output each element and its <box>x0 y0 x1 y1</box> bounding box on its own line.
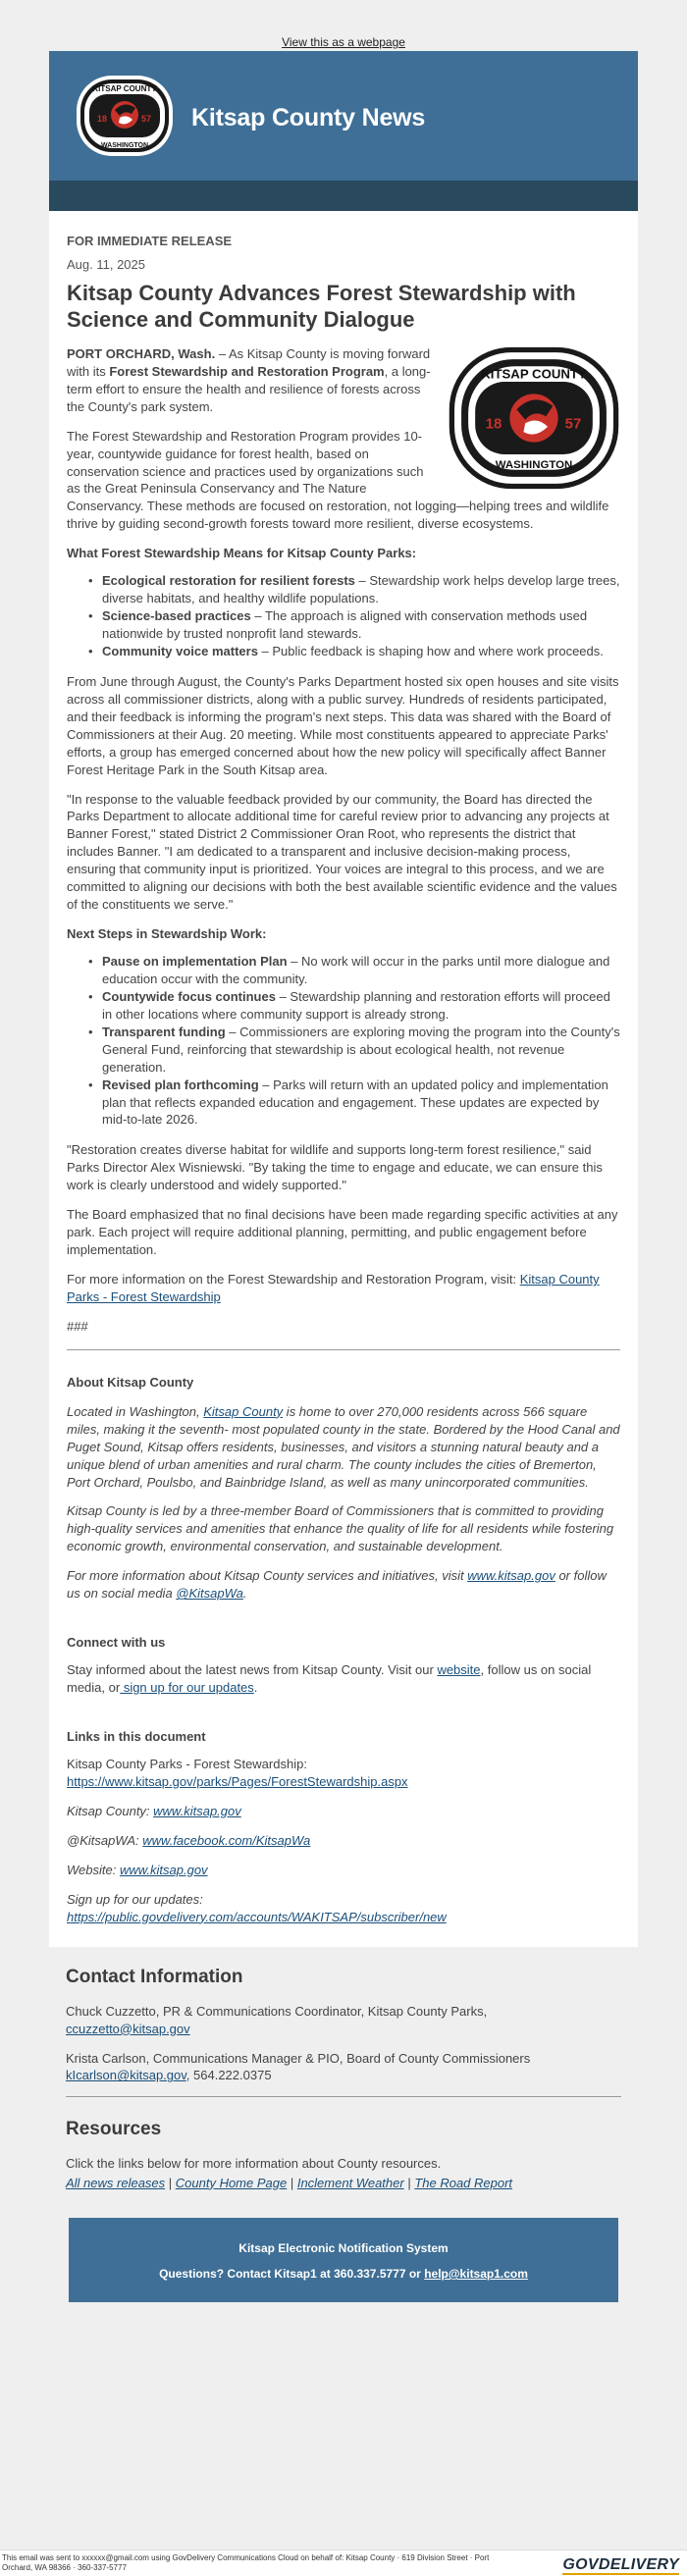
contact-phone: , 564.222.0375 <box>185 2068 272 2083</box>
about-paragraph-2: Kitsap County is led by a three-member Board of Commissioners that is committed to providing high-quality services and amenities that enhance the quality of life for all residents while fostering economic growth, environmental conservation, and sustainable development. <box>67 1503 614 1554</box>
header-banner <box>49 51 638 181</box>
link-entry <box>67 1832 620 1850</box>
about-text-a: Located in Washington, <box>67 1403 204 1419</box>
county-seal-logo <box>76 75 174 157</box>
list-item <box>102 572 620 607</box>
facebook-url[interactable]: www.facebook.com/KitsapWa <box>142 1832 311 1848</box>
about-text-b: is home to over 270,000 residents across 566 square miles, making it the seventh- most populated county in the state. Bordered by the Hood Canal and Puget Sound, Kitsap offers residents, businesses, and visitors a stunning natural beauty and a unique blend of urban amenities and rural charm. The county includes the cities of Bremerton, Port Orchard, Poulsbo, and Bainbridge Island, as well as many unincorporated communities. <box>67 1403 620 1490</box>
header-band <box>49 181 638 211</box>
about-paragraph-3 <box>67 1567 620 1603</box>
kitsap-gov-link[interactable]: www.kitsap.gov <box>467 1568 555 1584</box>
signup-link[interactable]: sign up for our updates <box>120 1680 254 1695</box>
about-section <box>67 1374 620 1603</box>
links-section <box>67 1709 620 1926</box>
road-report-link[interactable]: The Road Report <box>414 2175 513 2190</box>
link-entry <box>67 1803 620 1820</box>
means-list <box>102 572 620 660</box>
list-item <box>102 1024 620 1077</box>
seal-bottom-text: WASHINGTON <box>100 142 149 149</box>
list-item <box>102 988 620 1024</box>
govdelivery-brand: GOVDELIVERY <box>562 2556 679 2573</box>
about-heading: About Kitsap County <box>67 1374 194 1390</box>
link-label: Kitsap County Parks - Forest Stewardship: <box>67 1756 307 1771</box>
dateline: PORT ORCHARD, Wash. <box>67 345 216 361</box>
contact-email-link[interactable]: kIcarlson@kitsap.gov <box>66 2068 186 2083</box>
program-name: Forest Stewardship and Restoration Program <box>109 363 385 379</box>
view-webpage-bar <box>0 0 687 51</box>
paragraph-board: The Board emphasized that no final decisions have been made regarding specific activities at any park. Each project will require additional planning, permitting, and public engagement before implementation. <box>67 1207 618 1258</box>
seal-top-text: KITSAP COUNTY <box>92 84 157 93</box>
link-entry <box>67 1862 620 1879</box>
release-date: Aug. 11, 2025 <box>67 256 145 272</box>
seal-left-number: 18 <box>97 114 108 124</box>
about-info-text-a: For more information about Kitsap County services and initiatives, visit <box>67 1568 468 1584</box>
about-paragraph-1 <box>67 1403 620 1492</box>
social-media-link[interactable]: @KitsapWa <box>176 1586 243 1602</box>
paragraph-program: The Forest Stewardship and Restoration Program provides 10-year, countywide guidance for forest health, based on conservation science and practices used by organizations such as the Great Peninsula Conservancy and The Nature Conservancy. These methods are focused on restoration, not logging—helping trees and wildlife thrive by guiding second-growth forests toward more resilient, diverse ecosystems. <box>67 428 609 532</box>
list-item-text: – Parks will return with an updated policy and implementation plan that reflects expanded education and engagement. These updates are expected by mid-to-late 2026. <box>102 1077 608 1128</box>
link-label: @KitsapWA: <box>67 1832 143 1848</box>
list-item <box>102 643 620 660</box>
inclement-weather-link[interactable]: Inclement Weather <box>296 2175 404 2190</box>
govdelivery-signup-url[interactable]: https://public.govdelivery.com/accounts/WAKITSAP/subscriber/new <box>67 1909 447 1924</box>
list-item-bold: Revised plan forthcoming <box>102 1077 259 1092</box>
sent-to-note: This email was sent to xxxxxx@gmail.com using GovDelivery Communications Cloud on behalf of: Kitsap County · 619 Division Street · Port Orchard, WA 98366 · 360-337-5777 <box>2 2553 490 2572</box>
forest-stewardship-url[interactable]: https://www.kitsap.gov/parks/Pages/ForestStewardship.aspx <box>67 1773 408 1789</box>
contact-name-text: Krista Carlson, Communications Manager & PIO, Board of County Commissioners <box>66 2050 531 2066</box>
seal-large-left-number: 18 <box>485 415 502 433</box>
end-marker: ### <box>67 1318 88 1334</box>
connect-section <box>67 1614 620 1697</box>
list-item-bold: Community voice matters <box>102 643 258 658</box>
view-webpage-link[interactable]: View this as a webpage <box>282 35 405 49</box>
next-steps-heading: Next Steps in Stewardship Work: <box>67 926 267 942</box>
contact-entry <box>66 2050 621 2085</box>
resources-links <box>66 2175 621 2192</box>
county-seal-large <box>448 345 620 491</box>
separator: | <box>287 2175 297 2190</box>
separator: | <box>165 2175 176 2190</box>
connect-paragraph <box>67 1661 620 1697</box>
seal-large-bottom-text: WASHINGTON <box>495 458 573 471</box>
list-item-text: – Commissioners are exploring moving the program into the County's General Fund, reinforcing that stewardship is about ecological health, not revenue generation. <box>102 1024 620 1075</box>
notification-footer <box>69 2218 618 2302</box>
release-label: FOR IMMEDIATE RELEASE <box>67 234 233 248</box>
link-label: Website: <box>67 1862 120 1877</box>
list-item-text: – Public feedback is shaping how and where work proceeds. <box>257 643 604 658</box>
seal-large-right-number: 57 <box>564 415 582 433</box>
connect-text-b: , follow us on social media, or <box>67 1662 592 1695</box>
list-item-bold: Pause on implementation Plan <box>102 954 288 969</box>
link-label: Sign up for our updates: <box>67 1891 203 1907</box>
connect-text-c: . <box>253 1680 258 1695</box>
govdelivery-logo <box>562 2554 679 2576</box>
more-info-text: For more information on the Forest Stewardship and Restoration Program, visit: <box>67 1272 520 1287</box>
contact-entry <box>66 2003 621 2038</box>
list-item-bold: Countywide focus continues <box>102 988 276 1004</box>
release-body <box>49 211 638 1947</box>
link-label: Kitsap County: <box>67 1803 154 1818</box>
divider <box>66 2096 621 2097</box>
footer-title: Kitsap Electronic Notification System <box>238 2240 449 2255</box>
contact-section <box>49 1947 638 2217</box>
list-item-bold: Science-based practices <box>102 608 251 624</box>
footer-area <box>0 2218 687 2361</box>
list-item-text: – Stewardship planning and restoration efforts will proceed in other locations where community support is already strong. <box>102 988 610 1022</box>
about-info-text-c: . <box>242 1586 247 1602</box>
list-item-bold: Ecological restoration for resilient forests <box>102 573 355 589</box>
kitsap-gov-url[interactable]: www.kitsap.gov <box>153 1803 241 1818</box>
paragraph-quote-root: "In response to the valuable feedback provided by our community, the Board has directed the Parks Department to allocate additional time for careful review prior to advancing any projects at Banner Forest," stated District 2 Commissioner Oran Root, who represents the district that includes Banner. "I am dedicated to a transparent and inclusive decision-making process, ensuring that community input is prioritized. Your voices are integral to this process, and we are committed to aligning our decisions with both the best available scientific evidence and the values of the constituents we serve." <box>67 791 617 913</box>
kitsap-county-link[interactable]: Kitsap County <box>203 1403 284 1419</box>
email-container <box>49 51 638 2218</box>
list-item <box>102 953 620 988</box>
county-home-page-link[interactable]: County Home Page <box>175 2175 288 2190</box>
list-item-text: – No work will occur in the parks until more dialogue and education occur with the community. <box>102 954 610 986</box>
list-item-text: – The approach is aligned with conservation methods used nationwide by trusted nonprofit land stewards. <box>102 608 588 641</box>
website-url[interactable]: www.kitsap.gov <box>119 1862 208 1877</box>
paragraph-quote-wisniewski: "Restoration creates diverse habitat for wildlife and supports long-term forest resilience," said Parks Director Alex Wisniewski. "By taking the time to engage and educate, we can ensure this work is clearly understood and widely supported." <box>67 1142 603 1193</box>
seal-right-number: 57 <box>141 114 152 124</box>
list-item-bold: Transparent funding <box>102 1024 226 1039</box>
spacer <box>67 1937 620 1947</box>
link-entry <box>67 1756 620 1791</box>
link-entry <box>67 1891 620 1926</box>
means-heading: What Forest Stewardship Means for Kitsap County Parks: <box>67 546 417 561</box>
list-item <box>102 1077 620 1130</box>
newsletter-title: Kitsap County News <box>191 104 426 131</box>
all-news-releases-link[interactable]: All news releases <box>66 2175 166 2190</box>
govdelivery-bar <box>0 2550 687 2576</box>
resources-intro-text: Click the links below for more information about County resources. <box>66 2155 442 2171</box>
contact-heading: Contact Information <box>66 1967 243 1988</box>
resources-intro <box>66 2155 621 2173</box>
connect-text-a: Stay informed about the latest news from Kitsap County. Visit our <box>67 1662 438 1678</box>
seal-large-top-text: KITSAP COUNTY <box>481 366 587 382</box>
lead-text-a: – As Kitsap County is moving forward with its <box>67 345 431 379</box>
links-heading: Links in this document <box>67 1728 206 1744</box>
list-item-text: – Stewardship work helps develop large trees, diverse habitats, and healthy wildlife populations. <box>102 573 620 606</box>
footer-question: Questions? Contact Kitsap1 at 360.337.5777 or <box>159 2267 425 2282</box>
lead-text-b: , a long-term effort to ensure the health and resilience of forests across the County's park system. <box>67 363 431 414</box>
contact-name-text: Chuck Cuzzetto, PR & Communications Coordinator, Kitsap County Parks, <box>66 2003 488 2019</box>
about-info-text-b: or follow us on social media <box>67 1568 607 1602</box>
footer-contact <box>69 2266 618 2283</box>
forest-stewardship-link[interactable]: Kitsap County Parks - Forest Stewardship <box>67 1272 600 1304</box>
help-email-link[interactable]: help@kitsap1.com <box>424 2267 528 2282</box>
release-headline: Kitsap County Advances Forest Stewardship with Science and Community Dialogue <box>67 280 576 333</box>
contact-email-link[interactable]: ccuzzetto@kitsap.gov <box>66 2021 190 2036</box>
next-steps-list <box>102 953 620 1129</box>
resources-heading: Resources <box>66 2119 162 2140</box>
paragraph-outreach: From June through August, the County's Parks Department hosted six open houses and site visits across all commissioner districts, along with a public survey. Hundreds of residents participated, and their feedback is informing the program's next steps. This data was shared with the Board of Commissioners at their Aug. 20 meeting. While most constituents appeared to appreciate Parks' efforts, a group has emerged concerned about how the new policy will specifically affect Banner Forest Heritage Park in the South Kitsap area. <box>67 673 619 777</box>
list-item <box>102 607 620 643</box>
separator: | <box>403 2175 415 2190</box>
spacer <box>66 2204 621 2212</box>
website-link[interactable]: website <box>437 1662 481 1678</box>
connect-heading: Connect with us <box>67 1635 166 1651</box>
paragraph-more-info <box>67 1271 620 1306</box>
divider <box>67 1349 620 1350</box>
